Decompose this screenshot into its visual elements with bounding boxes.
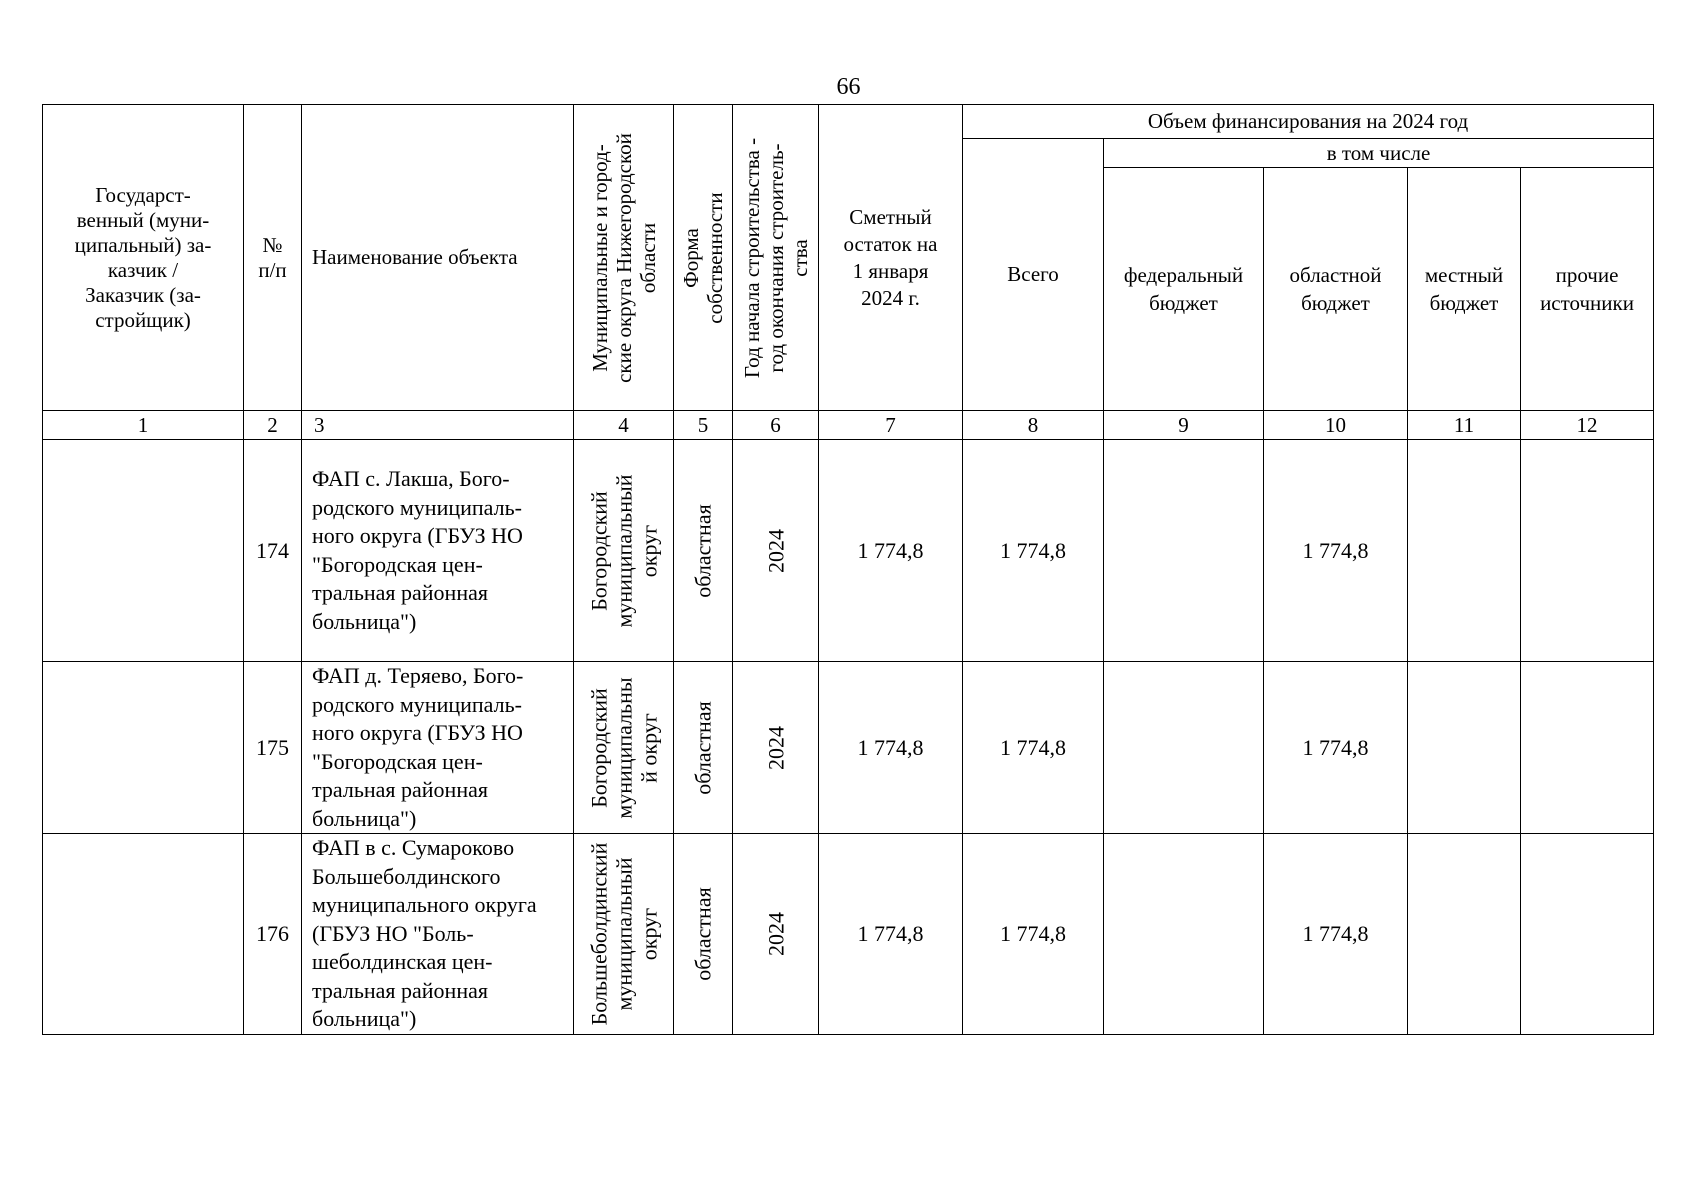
cell-ownership: областная <box>674 834 733 1035</box>
column-number: 12 <box>1521 411 1654 440</box>
cell-local <box>1408 662 1521 834</box>
cell-other <box>1521 440 1654 662</box>
cell-district: Богородский муниципальны й округ <box>574 662 674 834</box>
header-other: прочие источники <box>1521 168 1654 411</box>
cell-years: 2024 <box>733 440 819 662</box>
cell-federal <box>1104 834 1264 1035</box>
cell-regional: 1 774,8 <box>1264 440 1408 662</box>
column-number: 11 <box>1408 411 1521 440</box>
cell-balance: 1 774,8 <box>819 834 963 1035</box>
cell-local <box>1408 440 1521 662</box>
header-number: № п/п <box>244 105 302 411</box>
column-number: 7 <box>819 411 963 440</box>
cell-regional: 1 774,8 <box>1264 834 1408 1035</box>
page-number: 66 <box>836 74 861 100</box>
column-number: 6 <box>733 411 819 440</box>
cell-object-name: ФАП д. Теряево, Бого- родского муниципаль- ного округа (ГБУЗ НО "Богородская цен- тральная районная больница") <box>302 662 574 834</box>
cell-other <box>1521 662 1654 834</box>
financing-table <box>42 104 1654 1035</box>
table-row <box>43 440 1654 662</box>
cell-customer <box>43 834 244 1035</box>
column-numbers-row <box>43 411 1654 440</box>
header-local: местный бюджет <box>1408 168 1521 411</box>
cell-total: 1 774,8 <box>963 440 1104 662</box>
table-row <box>43 834 1654 1035</box>
header-federal: федеральный бюджет <box>1104 168 1264 411</box>
header-years: Год начала строительства - год окончания строитель- ства <box>733 105 819 411</box>
column-number: 9 <box>1104 411 1264 440</box>
cell-total: 1 774,8 <box>963 662 1104 834</box>
cell-balance: 1 774,8 <box>819 662 963 834</box>
cell-number: 175 <box>244 662 302 834</box>
cell-object-name: ФАП с. Лакша, Бого- родского муниципаль- ного округа (ГБУЗ НО "Богородская цен- тральная районная больница") <box>302 440 574 662</box>
column-number: 4 <box>574 411 674 440</box>
cell-district: Богородский муниципальный округ <box>574 440 674 662</box>
header-object-name: Наименование объекта <box>302 105 574 411</box>
cell-number: 176 <box>244 834 302 1035</box>
cell-ownership: областная <box>674 440 733 662</box>
column-number: 10 <box>1264 411 1408 440</box>
cell-district: Большеболдинский муниципальный округ <box>574 834 674 1035</box>
cell-customer <box>43 662 244 834</box>
cell-federal <box>1104 440 1264 662</box>
cell-total: 1 774,8 <box>963 834 1104 1035</box>
cell-years: 2024 <box>733 662 819 834</box>
cell-federal <box>1104 662 1264 834</box>
header-district: Муниципальные и город- ские округа Нижегородской области <box>574 105 674 411</box>
table-row <box>43 662 1654 834</box>
column-number: 1 <box>43 411 244 440</box>
cell-local <box>1408 834 1521 1035</box>
header-balance: Сметный остаток на 1 января 2024 г. <box>819 105 963 411</box>
header-ownership: Форма собственности <box>674 105 733 411</box>
header-financing: Объем финансирования на 2024 год <box>963 105 1654 139</box>
cell-object-name: ФАП в с. Сумароково Большеболдинского муниципального округа (ГБУЗ НО "Боль- шеболдинская цен- тральная районная больница") <box>302 834 574 1035</box>
cell-number: 174 <box>244 440 302 662</box>
column-number: 5 <box>674 411 733 440</box>
column-number: 3 <box>302 411 574 440</box>
header-including: в том числе <box>1104 139 1654 168</box>
cell-ownership: областная <box>674 662 733 834</box>
header-total: Всего <box>963 139 1104 411</box>
cell-balance: 1 774,8 <box>819 440 963 662</box>
cell-other <box>1521 834 1654 1035</box>
header-regional: областной бюджет <box>1264 168 1408 411</box>
header-customer: Государст- венный (муни- ципальный) за- казчик / Заказчик (за- стройщик) <box>43 105 244 411</box>
column-number: 8 <box>963 411 1104 440</box>
cell-customer <box>43 440 244 662</box>
cell-years: 2024 <box>733 834 819 1035</box>
cell-regional: 1 774,8 <box>1264 662 1408 834</box>
column-number: 2 <box>244 411 302 440</box>
